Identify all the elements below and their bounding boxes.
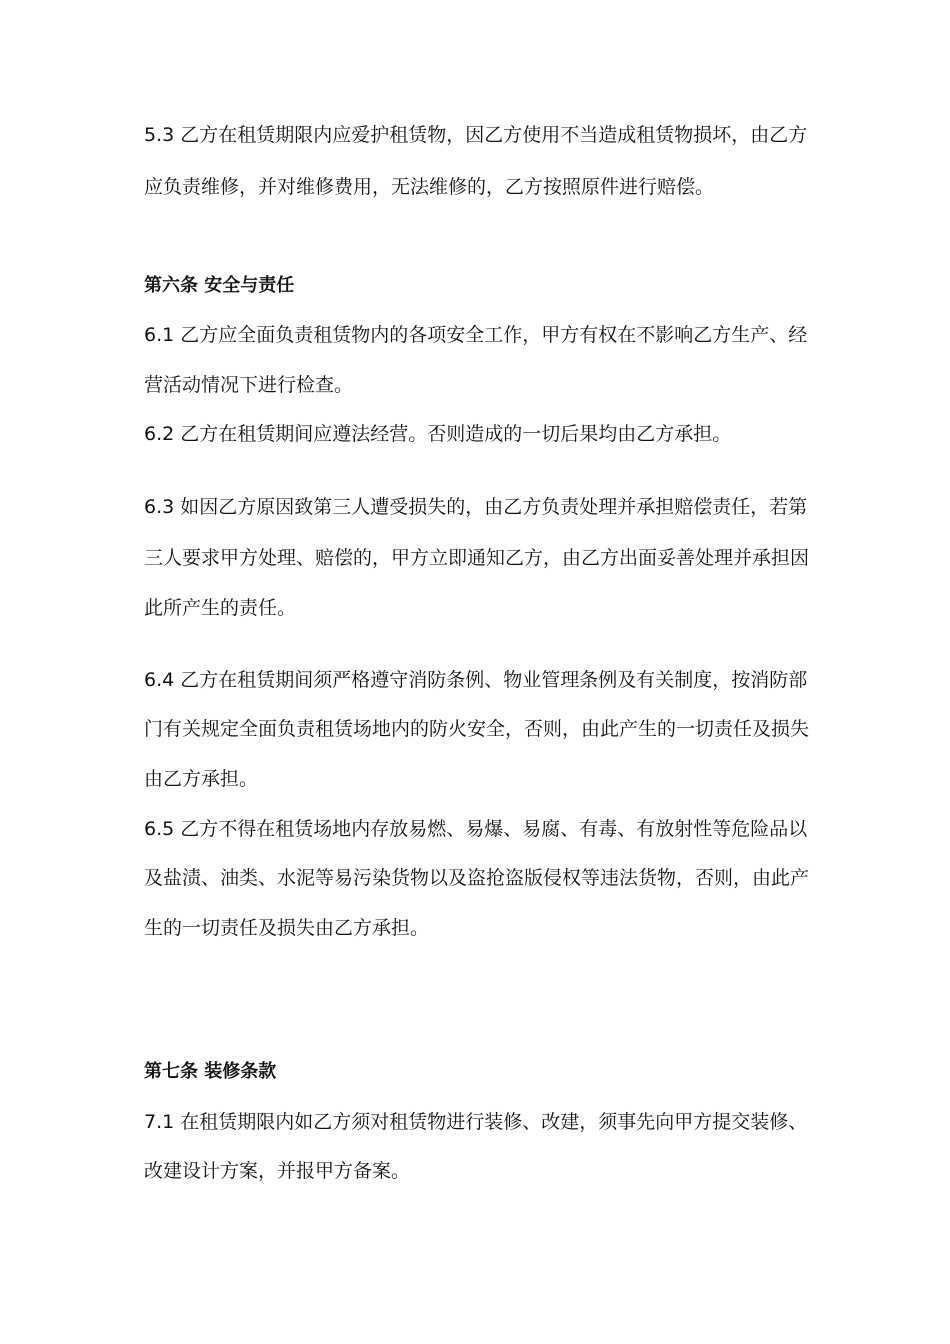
clause-6-5-line-1: 6.5 乙方不得在租赁场地内存放易燃、易爆、易腐、有毒、有放射性等危险品以: [144, 818, 808, 840]
clause-6-1-line-2: 营活动情况下进行检查。: [144, 374, 354, 396]
clause-6-2-line-1: 6.2 乙方在租赁期间应遵法经营。否则造成的一切后果均由乙方承担。: [144, 423, 732, 445]
clause-6-3-line-3: 此所产生的责任。: [144, 597, 297, 619]
clause-6-3-line-1: 6.3 如因乙方原因致第三人遭受损失的，由乙方负责处理并承担赔偿责任，若第: [144, 496, 808, 518]
section-6-heading: 第六条 安全与责任: [144, 275, 295, 296]
clause-6-4-line-3: 由乙方承担。: [144, 768, 259, 790]
clause-6-4-line-1: 6.4 乙方在租赁期间须严格遵守消防条例、物业管理条例及有关制度，按消防部: [144, 669, 808, 691]
clause-7-1-line-1: 7.1 在租赁期限内如乙方须对租赁物进行装修、改建，须事先向甲方提交装修、: [144, 1111, 808, 1133]
clause-7-1-line-2: 改建设计方案，并报甲方备案。: [144, 1160, 411, 1182]
clause-6-3-line-2: 三人要求甲方处理、赔偿的，甲方立即通知乙方，由乙方出面妥善处理并承担因: [144, 547, 810, 569]
clause-6-1-line-1: 6.1 乙方应全面负责租赁物内的各项安全工作，甲方有权在不影响乙方生产、经: [144, 324, 808, 346]
clause-6-4-line-2: 门有关规定全面负责租赁场地内的防火安全，否则，由此产生的一切责任及损失: [144, 718, 810, 740]
clause-6-5-line-2: 及盐渍、油类、水泥等易污染货物以及盗抢盗版侵权等违法货物，否则，由此产: [144, 867, 810, 889]
section-7-heading: 第七条 装修条款: [144, 1061, 277, 1082]
clause-5-3-line-1: 5.3 乙方在租赁期限内应爱护租赁物，因乙方使用不当造成租赁物损坏，由乙方: [144, 124, 808, 146]
clause-6-5-line-3: 生的一切责任及损失由乙方承担。: [144, 917, 430, 939]
clause-5-3-line-2: 应负责维修，并对维修费用，无法维修的，乙方按照原件进行赔偿。: [144, 176, 715, 198]
